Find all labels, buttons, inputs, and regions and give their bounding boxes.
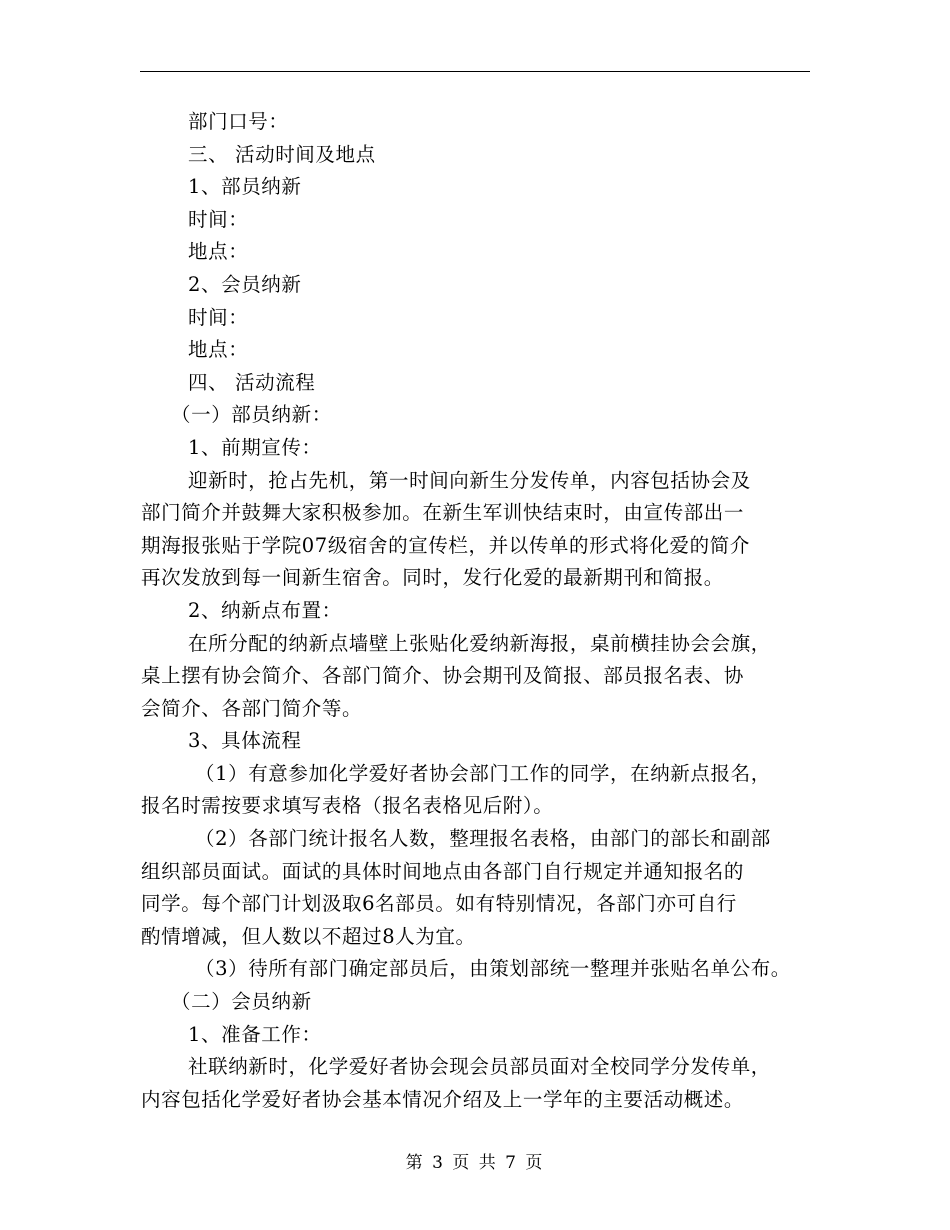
time-label-2: 时间： [188,305,249,329]
paragraph-line: （2）各部门统计报名人数，整理报名表格，由部门的部长和副部 [195,827,771,851]
paragraph-line: 组织部员面试。面试的具体时间地点由各部门自行规定并通知报名的 [141,859,745,883]
subsection-heading-1: （一）部员纳新： [171,403,332,427]
time-label-1: 时间： [188,207,249,231]
paragraph-line: 同学。每个部门计划汲取6名部员。如有特别情况，各部门亦可自行 [141,892,737,916]
subheading-member-recruit: 1、部员纳新 [188,175,302,199]
item-heading-process: 3、具体流程 [188,729,302,753]
paragraph-line: （3）待所有部门确定部员后，由策划部统一整理并张贴名单公布。 [195,957,791,981]
section-heading-4: 四、 活动流程 [188,370,316,394]
item-heading-publicity: 1、前期宣传： [188,435,322,459]
department-slogan-line: 部门口号： [188,110,289,133]
item-heading-booth-setup: 2、纳新点布置： [188,598,342,622]
section-heading-3: 三、 活动时间及地点 [188,142,376,166]
paragraph-line: 社联纳新时，化学爱好者协会现会员部员面对全校同学分发传单， [188,1055,771,1079]
paragraph-line: （1）有意参加化学爱好者协会部门工作的同学，在纳新点报名， [195,761,771,785]
paragraph-line: 酌情增减，但人数以不超过8人为宜。 [141,924,476,948]
paragraph-line: 在所分配的纳新点墙壁上张贴化爱纳新海报，桌前横挂协会会旗， [188,631,771,655]
paragraph-line: 迎新时，抢占先机，第一时间向新生分发传单，内容包括协会及 [188,468,751,492]
paragraph-line: 内容包括化学爱好者协会基本情况介绍及上一学年的主要活动概述。 [141,1087,745,1111]
paragraph-line: 桌上摆有协会简介、各部门简介、协会期刊及简报、部员报名表、协 [141,664,745,688]
paragraph-line: 会简介、各部门简介等。 [141,696,363,720]
subheading-association-recruit: 2、会员纳新 [188,272,302,296]
paragraph-line: 再次发放到每一间新生宿舍。同时，发行化爱的最新期刊和简报。 [141,566,724,590]
subsection-heading-2: （二）会员纳新 [171,990,312,1014]
place-label-1: 地点： [188,240,249,264]
header-rule [140,71,810,72]
paragraph-line: 部门简介并鼓舞大家积极参加。在新生军训快结束时，由宣传部出一 [141,501,745,525]
document-body [141,106,821,1116]
paragraph-line: 期海报张贴于学院07级宿舍的宣传栏，并以传单的形式将化爱的简介 [141,533,750,557]
paragraph-line: 报名时需按要求填写表格（报名表格见后附）。 [141,794,554,818]
page-number: 第 3 页 共 7 页 [405,1153,545,1173]
item-heading-preparation: 1、准备工作： [188,1022,322,1046]
place-label-2: 地点： [188,338,249,362]
